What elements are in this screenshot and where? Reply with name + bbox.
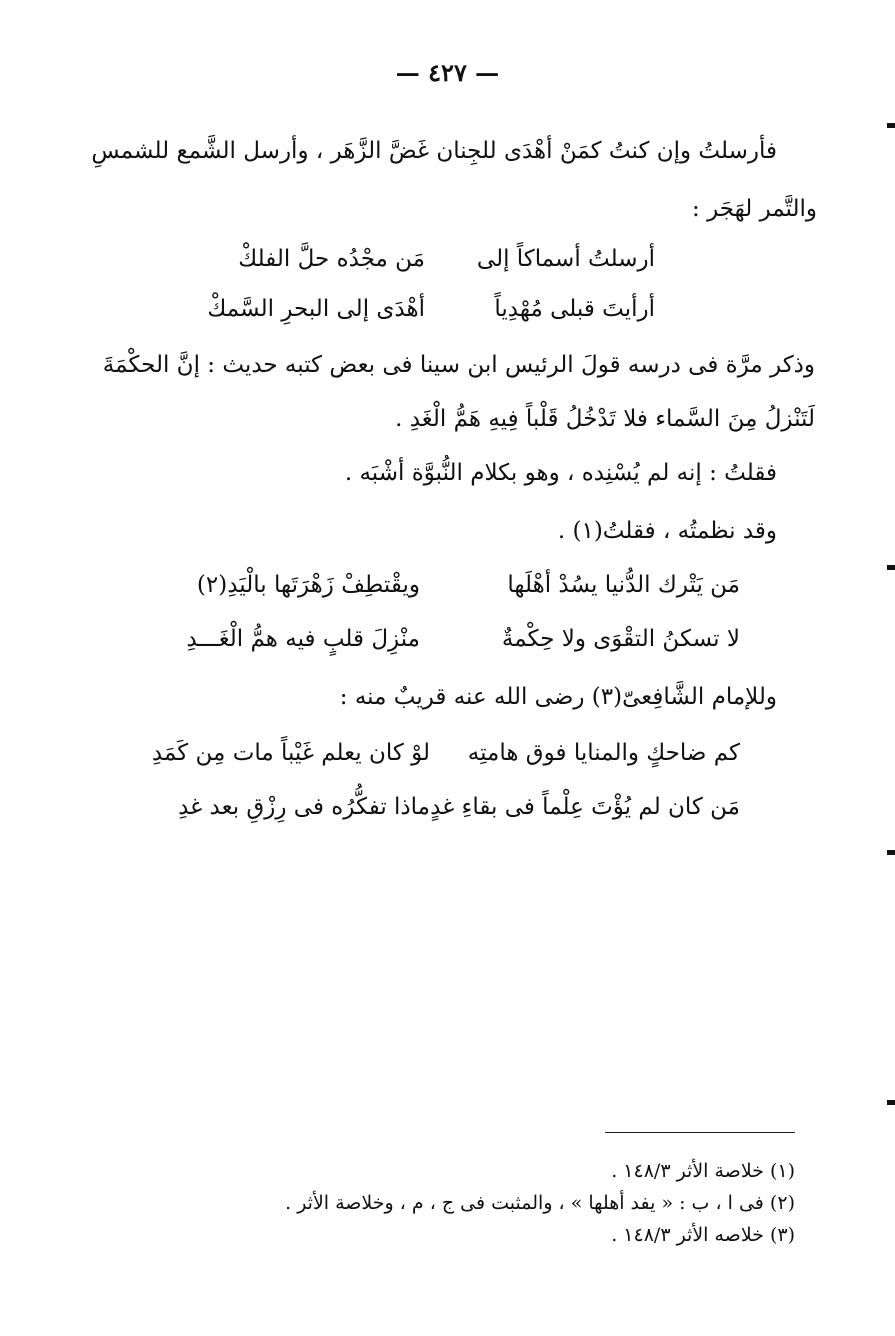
margin-mark bbox=[887, 565, 895, 570]
footnote: (٣) خلاصه الأثر ١٤٨/٣ . bbox=[611, 1224, 795, 1246]
prose-line: والتَّمر لهَجَر : bbox=[692, 196, 817, 222]
prose-line: وللإمام الشَّافِعىّ(٣) رضى الله عنه قريبٌ منه : bbox=[339, 684, 777, 710]
verse-hemistich-right: أرسلتُ أسماكاً إلى bbox=[476, 246, 655, 272]
verse-hemistich-left: مَن مجْدُه حلَّ الفلكْ bbox=[238, 246, 425, 272]
verse-hemistich-right: لا تسكنُ التقْوَى ولا حِكْمةٌ bbox=[501, 626, 740, 652]
prose-line: لَتَنْزلُ مِنَ السَّماء فلا تَدْخُلُ قَلْباً فِيهِ هَمُّ الْغَدِ . bbox=[395, 406, 815, 432]
verse-hemistich-left: أهْدَى إلى البحرِ السَّمكْ bbox=[207, 296, 425, 322]
margin-mark bbox=[887, 123, 895, 128]
verse-hemistich-left: ويقْتطِفْ زَهْرَتَها بالْيَدِ(٢) bbox=[196, 572, 420, 598]
footnote: (٢) فى ا ، ب : « يفد أهلها » ، والمثبت فى ج ، م ، وخلاصة الأثر . bbox=[285, 1192, 795, 1214]
page-number: — ٤٢٧ — bbox=[395, 58, 500, 87]
margin-mark bbox=[887, 1100, 895, 1105]
verse-hemistich-right: أرأيتَ قبلى مُهْدِياً bbox=[494, 296, 655, 322]
footnote: (١) خلاصة الأثر ١٤٨/٣ . bbox=[611, 1160, 795, 1182]
verse-hemistich-left: لوْ كان يعلم غَيْباً مات مِن كَمَدِ bbox=[151, 740, 430, 766]
verse-hemistich-right: مَن كان لم يُؤْتَ عِلْماً فى بقاءِ غدٍ bbox=[430, 794, 740, 820]
verse-hemistich-right: مَن يَتْرك الدُّنيا يسُدْ أهْلَها bbox=[507, 572, 740, 598]
verse-hemistich-left: منْزِلَ قلبٍ فيه همُّ الْغَـــدِ bbox=[186, 626, 420, 652]
prose-line: وذكر مرَّة فى درسه قولَ الرئيس ابن سينا فى بعض كتبه حديث : إنَّ الحكْمَةَ bbox=[102, 352, 815, 378]
prose-line: وقد نظمتُه ، فقلتُ(١) . bbox=[557, 518, 777, 544]
footnote-rule bbox=[605, 1132, 795, 1133]
verse-hemistich-right: كم ضاحكٍ والمنايا فوق هامتِه bbox=[467, 740, 740, 766]
prose-line: فأرسلتُ وإن كنتُ كمَنْ أهْدَى للجِنان غَضَّ الزَّهَر ، وأرسل الشَّمع للشمسِ bbox=[91, 138, 777, 164]
prose-line: فقلتُ : إنه لم يُسْنِده ، وهو بكلام النُّبوَّة أشْبَه . bbox=[344, 460, 777, 486]
margin-mark bbox=[887, 850, 895, 855]
verse-hemistich-left: ماذا تفكُّرُه فى رِزْقِ بعد غدِ bbox=[178, 794, 430, 820]
